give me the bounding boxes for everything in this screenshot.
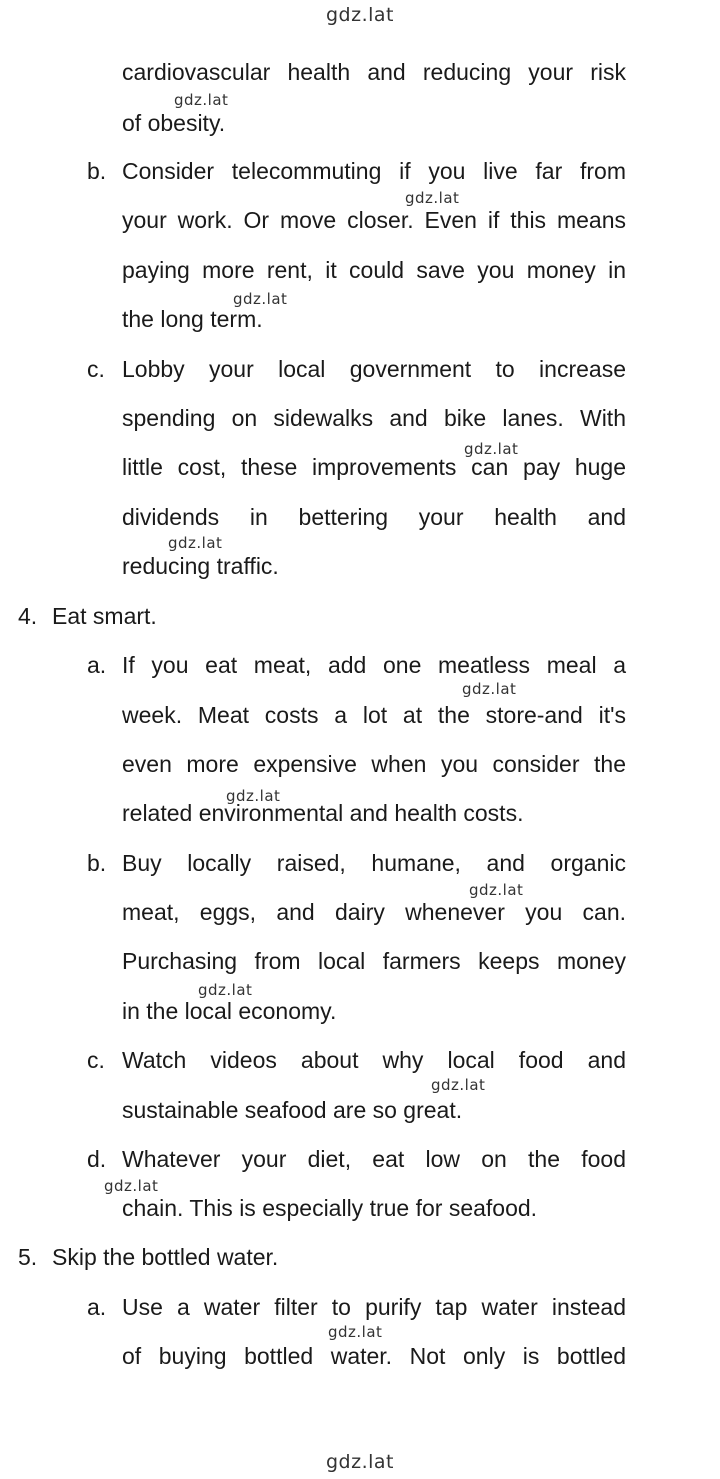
text-line: reducing traffic. bbox=[122, 553, 279, 579]
section-heading: Skip the bottled water. bbox=[52, 1244, 279, 1270]
watermark-bottom: gdz.lat bbox=[325, 1451, 394, 1473]
watermark: gdz.lat bbox=[104, 1177, 159, 1195]
text-line: chain. This is especially true for seafood. bbox=[122, 1195, 538, 1221]
watermark: gdz.lat bbox=[469, 881, 524, 899]
list-marker: a. bbox=[87, 652, 107, 678]
text-line: Use a water filter to purify tap water instead bbox=[122, 1294, 626, 1320]
watermark: gdz.lat bbox=[431, 1076, 486, 1094]
text-line: paying more rent, it could save you money in bbox=[122, 257, 626, 283]
text-line: Consider telecommuting if you live far from bbox=[122, 158, 626, 184]
list-marker: b. bbox=[87, 158, 107, 184]
watermark-top: gdz.lat bbox=[325, 4, 394, 26]
text-line: sustainable seafood are so great. bbox=[122, 1097, 463, 1123]
text-line: Watch videos about why local food and bbox=[122, 1047, 626, 1073]
text-line: spending on sidewalks and bike lanes. With bbox=[122, 405, 626, 431]
list-number: 4. bbox=[18, 603, 38, 629]
watermark: gdz.lat bbox=[168, 534, 223, 552]
text-line: cardiovascular health and reducing your risk bbox=[122, 59, 626, 85]
list-marker: c. bbox=[87, 1047, 105, 1073]
text-line: If you eat meat, add one meatless meal a bbox=[122, 652, 626, 678]
text-line: related environmental and health costs. bbox=[122, 800, 524, 826]
watermark: gdz.lat bbox=[462, 680, 517, 698]
list-marker: d. bbox=[87, 1146, 107, 1172]
text-line: week. Meat costs a lot at the store-and it's bbox=[122, 702, 626, 728]
text-line: of obesity. bbox=[122, 110, 226, 136]
text-line: of buying bottled water. Not only is bottled bbox=[122, 1343, 626, 1369]
text-line: little cost, these improvements can pay huge bbox=[122, 454, 626, 480]
watermark: gdz.lat bbox=[233, 290, 288, 308]
text-line: dividends in bettering your health and bbox=[122, 504, 626, 530]
watermark: gdz.lat bbox=[174, 91, 229, 109]
text-line: in the local economy. bbox=[122, 998, 337, 1024]
list-marker: a. bbox=[87, 1294, 107, 1320]
watermark: gdz.lat bbox=[198, 981, 253, 999]
text-line: meat, eggs, and dairy whenever you can. bbox=[122, 899, 626, 925]
text-line: your work. Or move closer. Even if this means bbox=[122, 207, 626, 233]
list-marker: b. bbox=[87, 850, 107, 876]
text-line: Buy locally raised, humane, and organic bbox=[122, 850, 626, 876]
text-line: Lobby your local government to increase bbox=[122, 356, 626, 382]
list-marker: c. bbox=[87, 356, 105, 382]
watermark: gdz.lat bbox=[226, 787, 281, 805]
list-number: 5. bbox=[18, 1244, 38, 1270]
text-line: even more expensive when you consider the bbox=[122, 751, 626, 777]
watermark: gdz.lat bbox=[464, 440, 519, 458]
text-line: the long term. bbox=[122, 306, 263, 332]
watermark: gdz.lat bbox=[405, 189, 460, 207]
section-heading: Eat smart. bbox=[52, 603, 157, 629]
watermark: gdz.lat bbox=[328, 1323, 383, 1341]
text-line: Purchasing from local farmers keeps money bbox=[122, 948, 626, 974]
text-line: Whatever your diet, eat low on the food bbox=[122, 1146, 626, 1172]
